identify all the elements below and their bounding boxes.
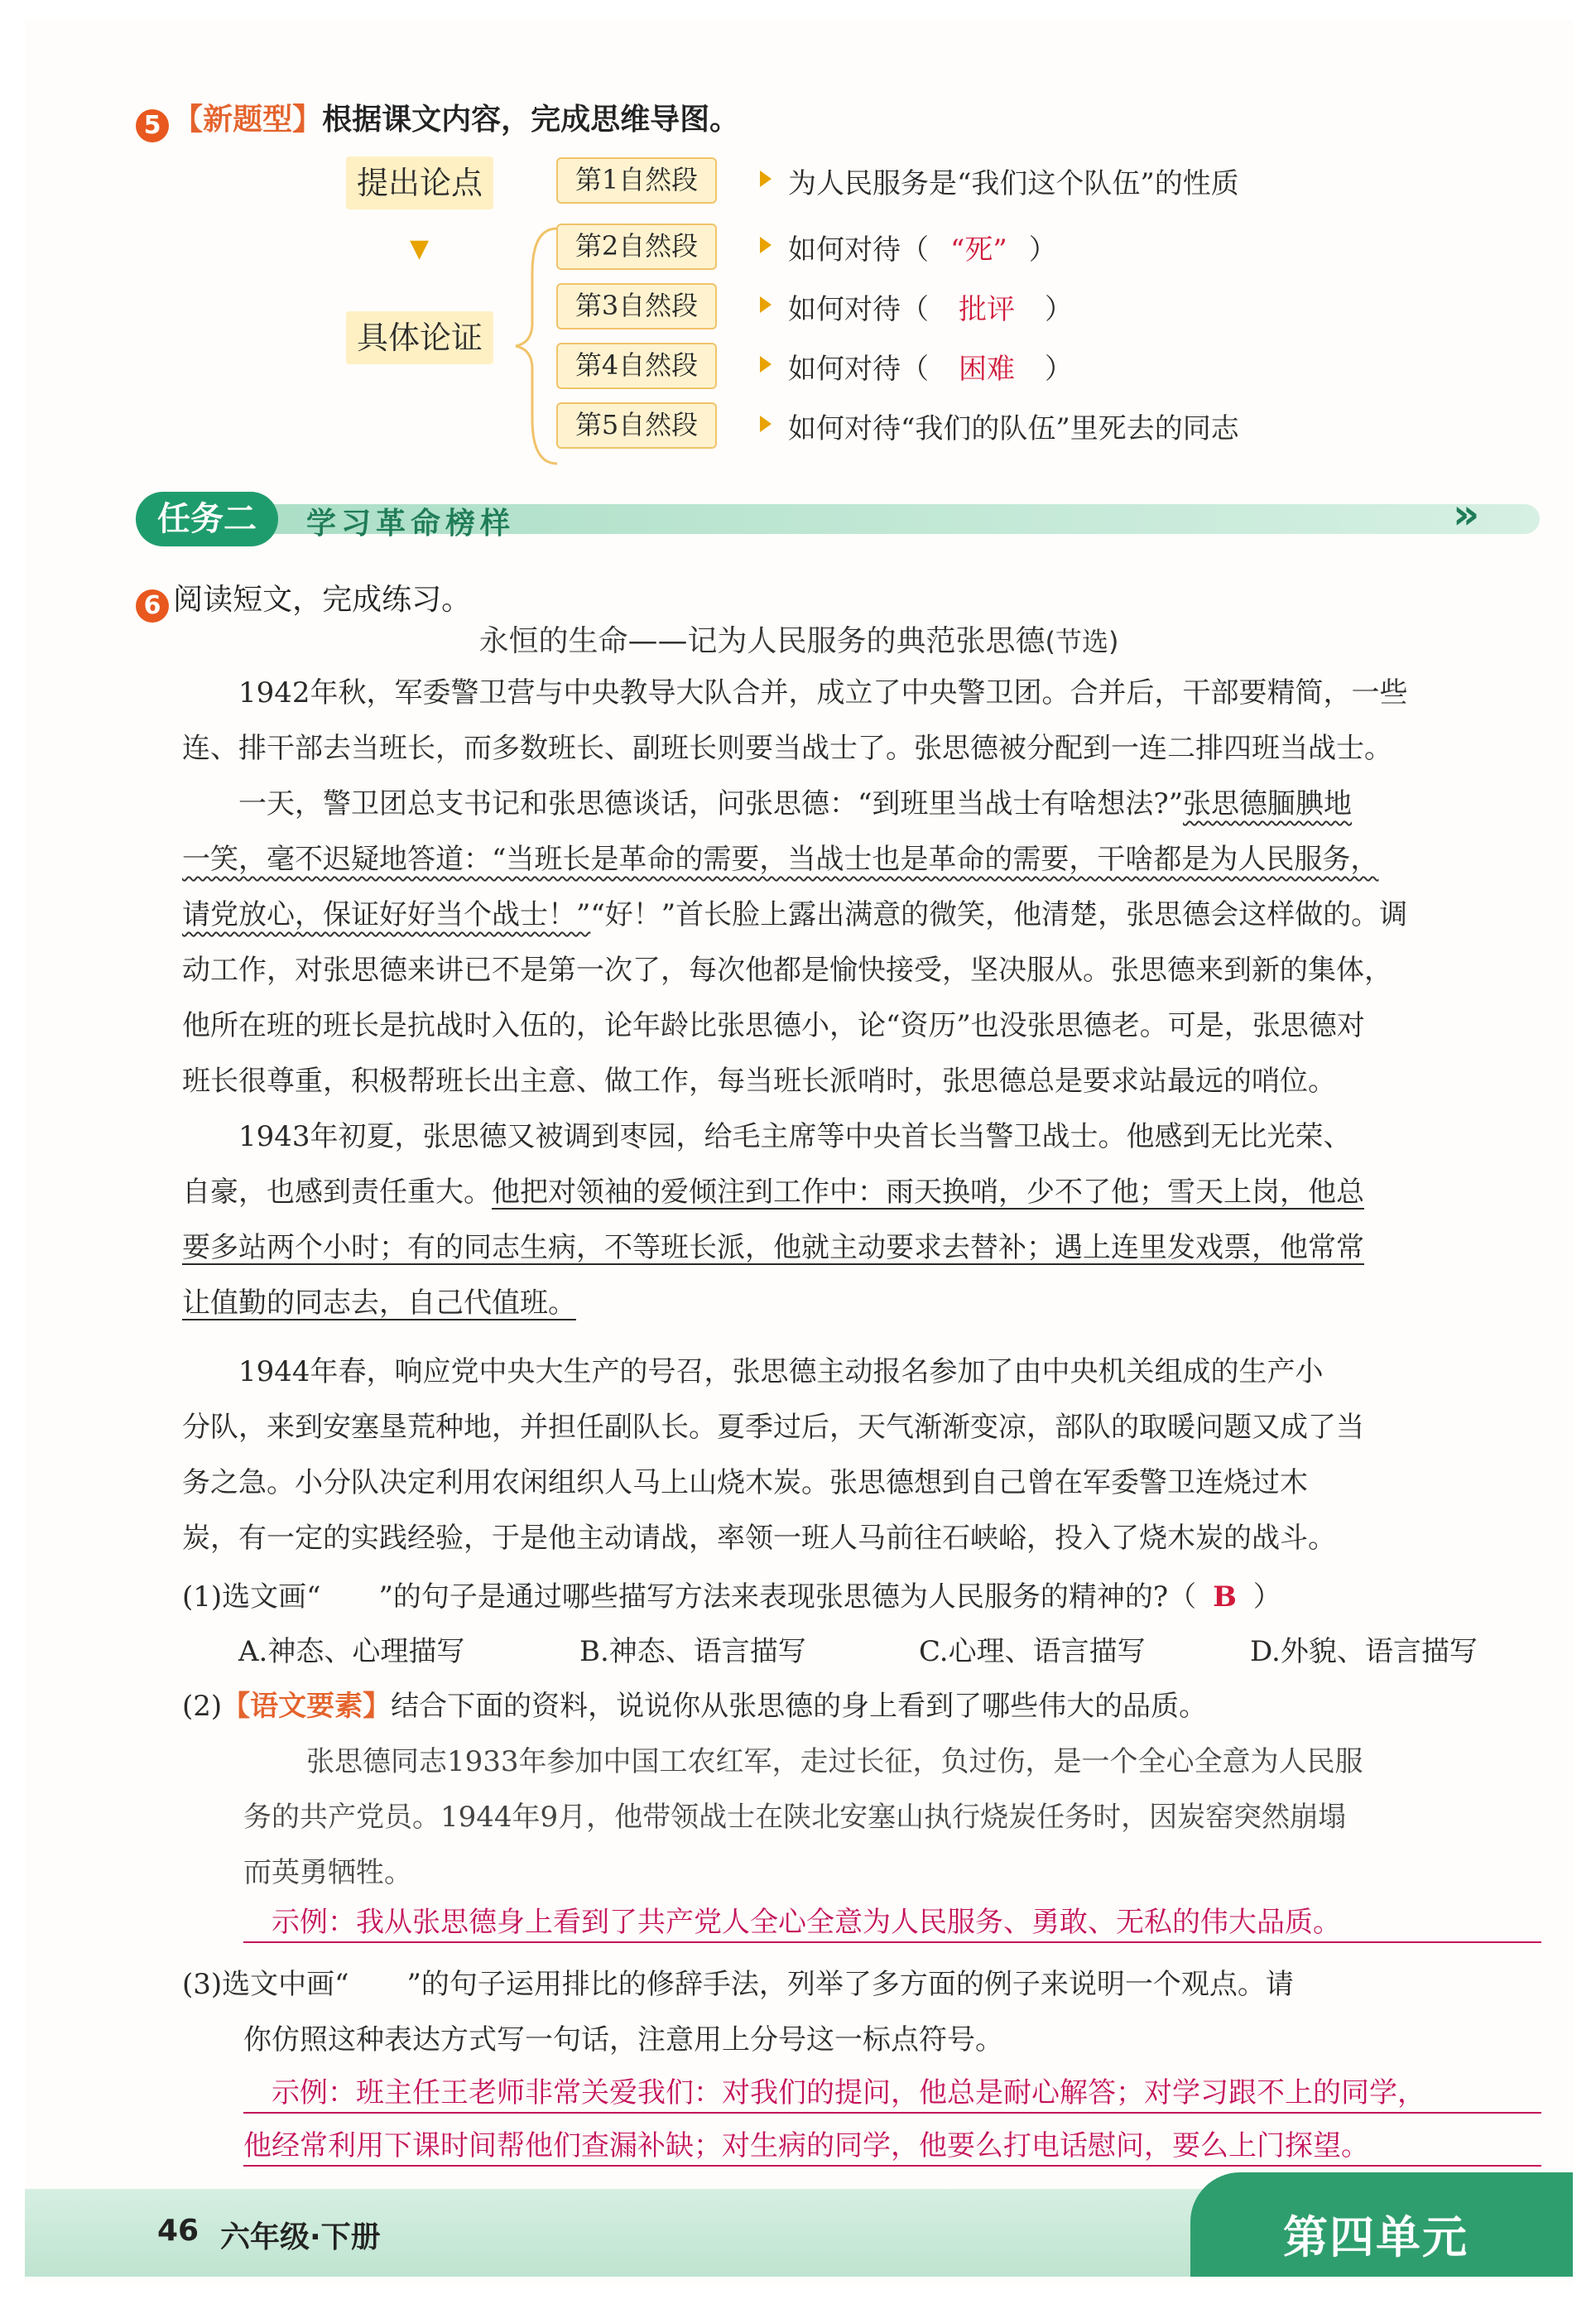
material-line: 而英勇牺牲。 <box>243 1856 412 1889</box>
subq3-text: ”的句子运用排比的修辞手法，列举了多方面的例子来说明一个观点。请 <box>406 1968 1294 2001</box>
passage-text: “好！”首长脸上露出满意的微笑，他清楚，张思德会这样做的。调 <box>590 898 1408 931</box>
q5-tag: 【新题型】 <box>173 103 323 137</box>
grade-label: 六年级·下册 <box>220 2220 381 2254</box>
subq3-line2: 你仿照这种表达方式写一句话，注意用上分号这一标点符号。 <box>243 2023 1003 2056</box>
passage-line: 1942年秋，军委警卫营与中央教导大队合并，成立了中央警卫团。合并后，干部要精简，一些 <box>182 676 1408 709</box>
wavy-blank <box>321 1570 379 1625</box>
passage-line-2a <box>182 777 1352 832</box>
arrow-icon <box>760 296 772 313</box>
underlined-sentence: 要多站两个小时；有的同志生病，不等班长派，他就主动要求去替补；遇上连里发戏票，他常常 <box>182 1231 1364 1264</box>
mindmap-row-3-pre: 如何对待（ <box>788 293 929 326</box>
option-d: D.外貌、语言描写 <box>1250 1635 1478 1668</box>
passage-line: 1944年春，响应党中央大生产的号召，张思德主动报名参加了由中央机关组成的生产小 <box>182 1355 1324 1388</box>
mindmap-thesis: 提出论点 <box>346 156 493 209</box>
subq1-text: ”的句子是通过哪些描写方法来表现张思德为人民服务的精神的?（ <box>378 1580 1197 1614</box>
passage-line: 1943年初夏，张思德又被调到枣园，给毛主席等中央首长当警卫战士。他感到无比光荣、 <box>182 1120 1352 1153</box>
passage-title: 永恒的生命——记为人民服务的典范张思德 <box>478 624 1046 658</box>
mindmap-row-3-post: ） <box>1045 293 1073 326</box>
q6-header <box>136 576 471 623</box>
mindmap-para-2: 第2自然段 <box>556 224 717 270</box>
passage-line: 务之急。小分队决定利用农闲组织人马上山烧木炭。张思德想到自己曾在军委警卫连烧过木 <box>182 1466 1308 1499</box>
arrow-icon <box>760 416 772 432</box>
mindmap-para-3: 第3自然段 <box>556 283 717 329</box>
mindmap-para-1: 第1自然段 <box>556 157 717 204</box>
subq1-text: (1)选文画“ <box>182 1580 321 1614</box>
mindmap-row-4-pre: 如何对待（ <box>788 353 929 386</box>
subq2-answer: 示例：我从张思德身上看到了共产党人全心全意为人民服务、勇敢、无私的伟大品质。 <box>243 1899 1541 1943</box>
arrow-icon <box>760 356 772 373</box>
material-line: 张思德同志1933年参加中国工农红军，走过长征，负过伤，是一个全心全意为人民服 <box>306 1745 1363 1778</box>
mindmap-row-4-text <box>788 346 1073 387</box>
subq2-tag: 【语文要素】 <box>222 1690 392 1723</box>
unit-label: 第四单元 <box>1283 2211 1469 2263</box>
passage-title-note: (节选) <box>1045 626 1119 657</box>
arrow-icon <box>760 237 772 253</box>
material-line: 务的共产党员。1944年9月，他带领战士在陕北安塞山执行烧炭任务时，因炭窑突然崩塌 <box>243 1801 1347 1834</box>
passage-line-2d <box>182 887 1407 943</box>
wavy-underlined-sentence: 一笑，毫不迟疑地答道：“当班长是革命的需要，当战士也是革命的需要，干啥都是为人民服务， <box>182 843 1379 876</box>
passage-line-3d <box>182 1220 1364 1276</box>
subq1-answer: B <box>1213 1580 1237 1614</box>
subq2-text: 结合下面的资料，说说你从张思德的身上看到了哪些伟大的品质。 <box>391 1690 1208 1723</box>
subquestion-3 <box>182 1957 1294 2013</box>
underline-blank <box>349 1957 407 2013</box>
mindmap-para-4: 第4自然段 <box>556 343 717 389</box>
passage-line-3e <box>182 1276 576 1331</box>
q6-number: 6 <box>136 589 169 623</box>
passage-line: 班长很尊重，积极帮班长出主意、做工作，每当班长派哨时，张思德总是要求站最远的哨位。 <box>182 1065 1336 1098</box>
mindmap-row-5-pre: 如何对待“我们的队伍”里死去的同志 <box>788 412 1239 445</box>
mindmap-down-arrow-icon: ▼ <box>410 234 430 263</box>
subquestion-2 <box>182 1679 1207 1734</box>
passage-line: 分队，来到安塞垦荒种地，并担任副队长。夏季过后，天气渐渐变凉，部队的取暖问题又成了当 <box>182 1411 1364 1444</box>
passage-title-line <box>25 618 1573 660</box>
arrow-icon <box>760 171 772 187</box>
passage-line: 动工作，对张思德来讲已不是第一次了，每次他都是愉快接受，坚决服从。张思德来到新的集体， <box>182 954 1392 987</box>
passage-line-2c <box>182 832 1378 887</box>
mindmap-row-1-text <box>788 161 1239 201</box>
mindmap-row-4-post: ） <box>1045 353 1073 386</box>
subq3-answer-line: 他经常利用下课时间帮他们查漏补缺；对生病的同学，他要么打电话慰问，要么上门探望。 <box>243 2123 1541 2167</box>
q6-instruction: 阅读短文，完成练习。 <box>173 583 472 617</box>
subq1-text: ） <box>1252 1580 1281 1614</box>
passage-line: 他所在班的班长是抗战时入伍的，论年龄比张思德小，论“资历”也没张思德老。可是，张思德对 <box>182 1009 1365 1042</box>
underlined-sentence: 他把对领袖的爱倾注到工作中：雨天换哨，少不了他；雪天上岗，他总 <box>492 1176 1364 1209</box>
page-number: 46 <box>157 2214 200 2248</box>
mindmap-row-3-text <box>788 286 1073 327</box>
q5-number: 5 <box>136 109 169 142</box>
mindmap-para-5: 第5自然段 <box>556 402 717 449</box>
underlined-sentence: 让值勤的同志去，自己代值班。 <box>182 1287 576 1320</box>
subq3-answer-line: 示例：班主任王老师非常关爱我们：对我们的提问，他总是耐心解答；对学习跟不上的同学， <box>243 2070 1541 2114</box>
mindmap-row-2-post: ） <box>1028 233 1057 267</box>
option-b: B.神态、语言描写 <box>579 1635 806 1668</box>
passage-line: 炭，有一定的实践经验，于是他主动请战，率领一班人马前往石峡峪，投入了烧木炭的战斗。 <box>182 1522 1336 1555</box>
passage-text: 自豪，也感到责任重大。 <box>182 1176 492 1209</box>
double-chevron-icon: » <box>1453 490 1480 538</box>
mindmap-row-2-text <box>788 227 1057 267</box>
mindmap-answer-3: 批评 <box>959 293 1015 326</box>
mindmap-answer-4: 困难 <box>959 353 1015 386</box>
mindmap-answer-2: “死” <box>950 233 1007 267</box>
wavy-underlined-sentence: 张思德腼腆地 <box>1183 787 1352 820</box>
task-badge: 任务二 <box>136 492 278 546</box>
mindmap-argument: 具体论证 <box>346 311 493 364</box>
page <box>25 20 1573 2285</box>
passage-text: 一天，警卫团总支书记和张思德谈话，问张思德：“到班里当战士有啥想法?” <box>182 787 1183 820</box>
q5-instruction: 根据课文内容，完成思维导图。 <box>322 103 740 137</box>
subq2-number: (2) <box>182 1690 223 1723</box>
q5-header <box>136 96 739 142</box>
mindmap-row-5-text <box>788 406 1239 446</box>
option-c: C.心理、语言描写 <box>919 1635 1146 1668</box>
subquestion-1 <box>182 1570 1281 1625</box>
mindmap-row-2-pre: 如何对待（ <box>788 233 929 267</box>
subq3-text: (3)选文中画“ <box>182 1968 349 2001</box>
option-a: A.神态、心理描写 <box>238 1635 465 1668</box>
mindmap-row-1-pre: 为人民服务是“我们这个队伍”的性质 <box>788 167 1239 200</box>
passage-line: 连、排干部去当班长，而多数班长、副班长则要当战士了。张思德被分配到一连二排四班当战士。 <box>182 732 1392 765</box>
task-title: 学习革命榜样 <box>306 507 516 541</box>
passage-line-3b <box>182 1165 1364 1220</box>
wavy-underlined-sentence: 请党放心，保证好好当个战士！” <box>182 898 591 931</box>
